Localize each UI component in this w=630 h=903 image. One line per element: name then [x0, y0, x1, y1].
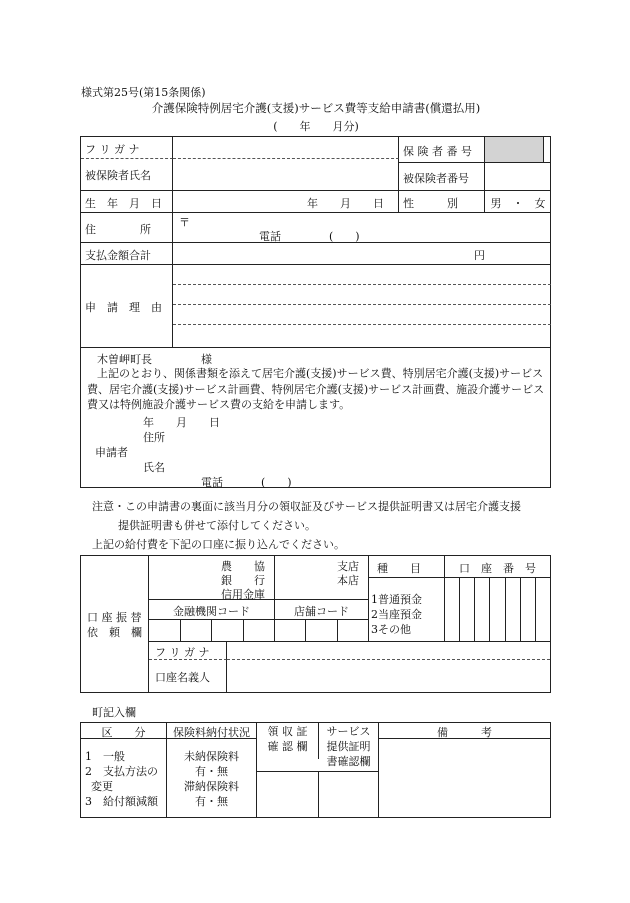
insured-name-field[interactable] — [173, 159, 399, 191]
account-furigana-label: フ リ ガ ナ — [149, 642, 227, 660]
type-header: 種 目 — [369, 556, 445, 578]
bank-type-2: 銀 行 — [221, 574, 265, 587]
declaration-address-label: 住所 — [143, 431, 165, 444]
insured-number-label: 被保険者番号 — [399, 163, 485, 191]
account-number-cells[interactable] — [445, 578, 550, 642]
col-category-header: 区 分 — [81, 723, 167, 739]
declaration-box — [80, 348, 551, 488]
col-receipt-header: 領 収 証 確 認 欄 — [257, 723, 319, 759]
branch-1: 支店 — [337, 560, 359, 573]
applicant-label: 申請者 — [95, 446, 128, 459]
bank-section-label: 口 座 振 替 依 頼 欄 — [81, 556, 149, 692]
town-section-title: 町記入欄 — [92, 706, 136, 719]
payment-total-field[interactable]: 円 — [173, 243, 551, 265]
declaration-name-label: 氏名 — [143, 461, 165, 474]
declaration-body: 上記のとおり、関係書類を添えて居宅介護(支援)サービス費、特別居宅介護(支援)サービス費、居宅介護(支援)サービス計画費、特例居宅介護(支援)サービス計画費、施設介護サービス費又は特例施設介護サービス費の支給を申請します。 — [87, 367, 545, 411]
honorific: 様 — [201, 353, 212, 366]
account-number-header: 口 座 番 号 — [445, 556, 550, 578]
form-number: 様式第25号(第15条関係) — [81, 86, 206, 99]
bank-type-3: 信用金庫 — [221, 588, 265, 601]
form-title: 介護保険特例居宅介護(支援)サービス費等支給申請書(償還払用) — [151, 101, 481, 115]
gender-field[interactable]: 男 ・ 女 — [485, 191, 551, 213]
col-premium-header: 保険料納付状況 — [167, 723, 257, 739]
col-remarks-header: 備 考 — [379, 723, 550, 739]
branch-name-field[interactable] — [275, 556, 369, 600]
branch-2: 本店 — [337, 574, 359, 587]
insured-name-label: 被保険者氏名 — [81, 159, 173, 191]
note-line1: 注意・この申請書の裏面に該当月分の領収証及びサービス提供証明書又は居宅介護支援 — [92, 500, 521, 513]
phone-parens: ( ) — [329, 230, 360, 243]
bank-type-1: 農 協 — [221, 560, 265, 573]
insurer-number-shaded — [485, 137, 543, 163]
insurer-number-label: 保 険 者 番 号 — [399, 137, 485, 163]
col-service-header: サービス 提供証明 書確認欄 — [319, 723, 379, 771]
phone-label: 電話 — [259, 230, 281, 243]
applicant-grid — [80, 136, 551, 348]
address-label: 住 所 — [81, 213, 173, 243]
declaration-date: 年 月 日 — [143, 416, 220, 429]
insured-number-cells[interactable] — [485, 163, 551, 191]
remarks-field[interactable] — [379, 739, 550, 817]
furigana-label: フ リ ガ ナ — [81, 137, 173, 159]
account-type-options[interactable]: 1普通預金 2当座預金 3その他 — [369, 578, 445, 642]
bank-code-cells[interactable] — [149, 620, 275, 642]
address-field[interactable] — [173, 213, 551, 243]
payment-total-label: 支払金額合計 — [81, 243, 173, 265]
branch-code-cells[interactable] — [275, 620, 369, 642]
birthdate-field[interactable]: 年 月 日 — [173, 191, 399, 213]
declaration-phone-label: 電話 — [201, 476, 223, 489]
account-holder-field[interactable] — [227, 660, 550, 692]
birthdate-label: 生 年 月 日 — [81, 191, 173, 213]
branch-code-label: 店舗コード — [275, 600, 369, 620]
form-period: ( 年 月分) — [273, 120, 359, 133]
town-table — [80, 722, 551, 818]
furigana-field[interactable] — [173, 137, 399, 159]
premium-cell: 未納保険料 有・無 滞納保険料 有・無 — [167, 739, 257, 817]
bank-code-label: 金融機関コード — [149, 600, 275, 620]
declaration-phone-parens: ( ) — [261, 476, 292, 489]
reason-label: 申 請 理 由 — [81, 265, 173, 347]
postal-mark: 〒 — [179, 216, 190, 229]
account-furigana-field[interactable] — [227, 642, 550, 660]
bank-table — [80, 555, 551, 693]
receipt-check-field[interactable] — [257, 771, 319, 817]
transfer-request: 上記の給付費を下記の口座に振り込んでください。 — [92, 538, 345, 551]
addressee: 木曽岬町長 — [97, 353, 152, 366]
bank-name-field[interactable] — [149, 556, 275, 600]
gender-label: 性 別 — [399, 191, 485, 213]
category-cell: 1 一般 2 支払方法の 変更 3 給付額減額 — [81, 739, 167, 817]
service-check-field[interactable] — [319, 771, 379, 817]
note-line2: 提供証明書も併せて添付してください。 — [118, 519, 316, 532]
insurer-number-cell[interactable] — [543, 137, 551, 163]
account-holder-label: 口座名義人 — [149, 660, 227, 692]
reason-field[interactable] — [173, 265, 551, 347]
